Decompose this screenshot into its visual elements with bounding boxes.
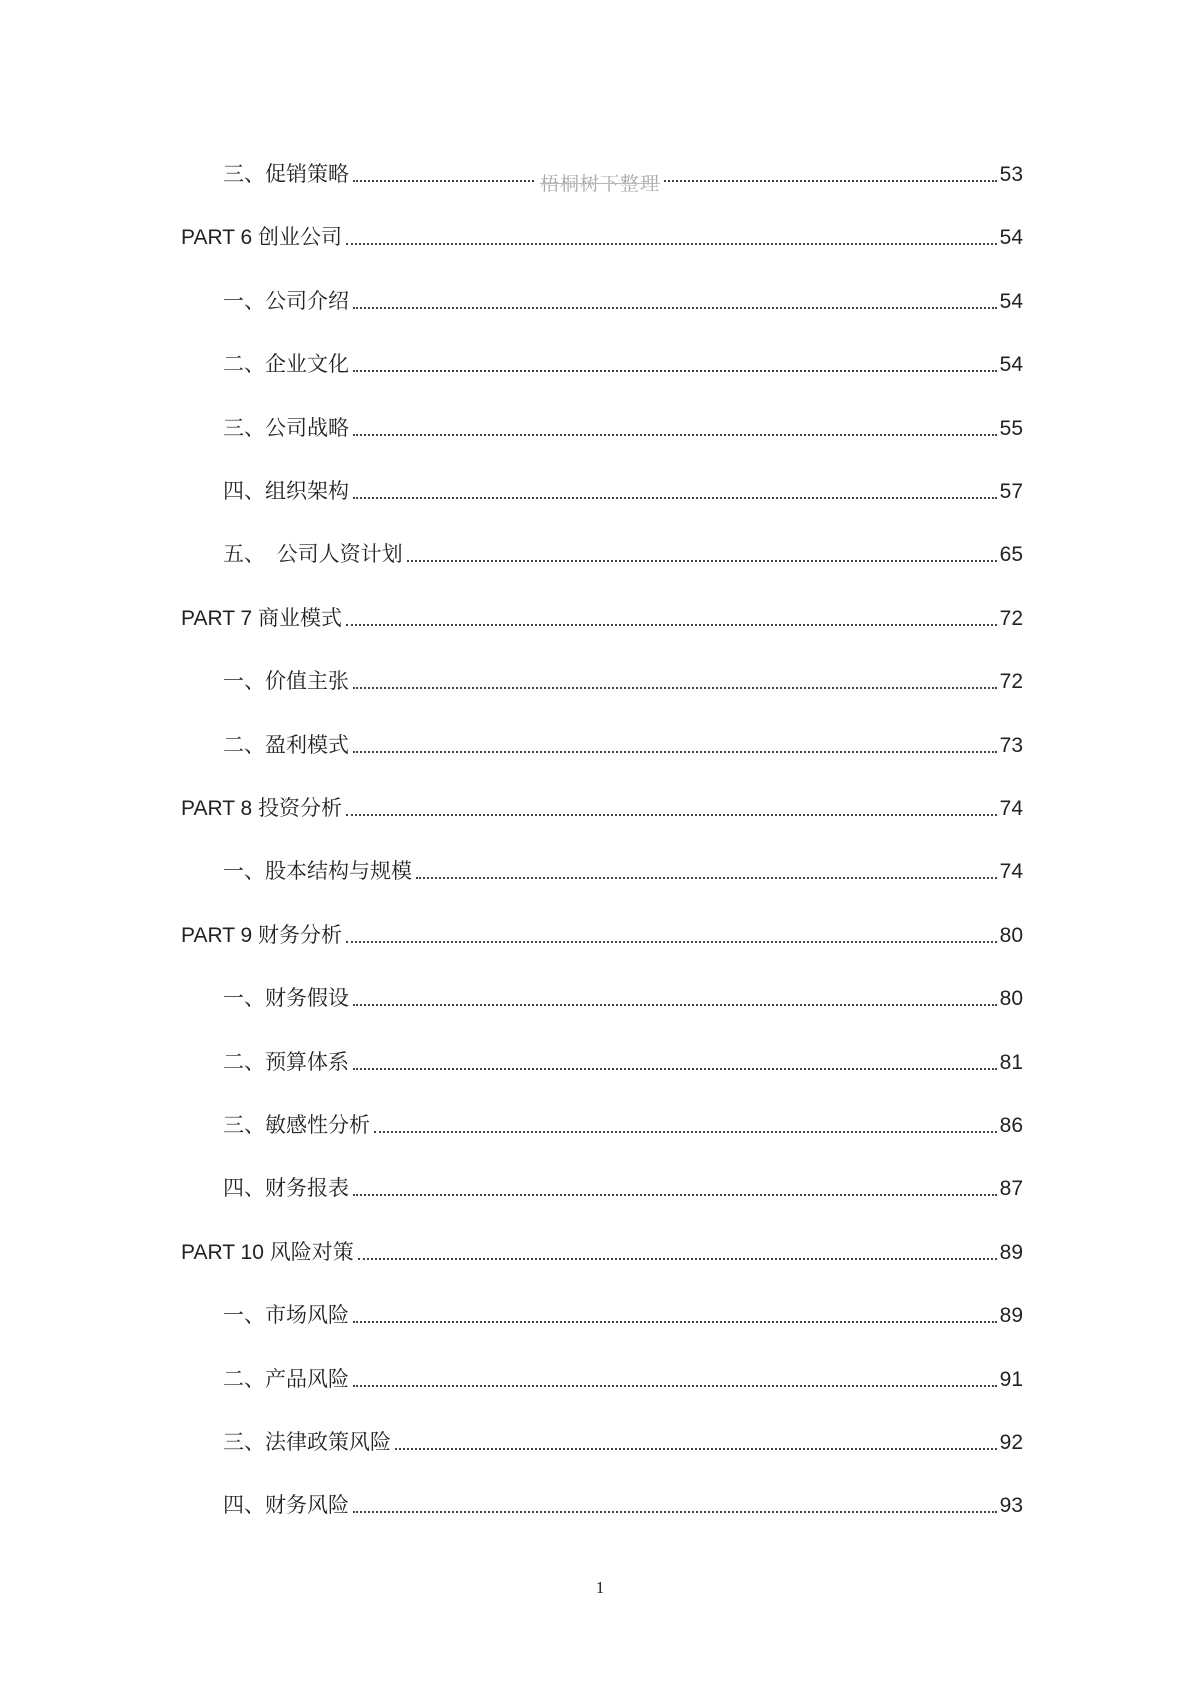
toc-entry-page-number: 53 — [999, 163, 1023, 186]
dot-leader — [346, 243, 997, 245]
toc-entry-page-number: 89 — [999, 1304, 1023, 1327]
toc-entry-label: 三、促销策略 — [223, 163, 349, 186]
toc-entry-page-number: 54 — [999, 226, 1023, 249]
toc-entry-label: 三、公司战略 — [223, 417, 349, 440]
toc-entry-label: 二、企业文化 — [223, 353, 349, 376]
toc-entry-page-number: 92 — [999, 1431, 1023, 1454]
toc-entry-page-number: 73 — [999, 734, 1023, 757]
toc-entry[interactable] — [0, 921, 1200, 951]
toc-entry-page-number: 72 — [999, 607, 1023, 630]
toc-entry-page-number: 54 — [999, 353, 1023, 376]
toc-entry[interactable] — [0, 1174, 1200, 1204]
dot-leader — [407, 560, 997, 562]
toc-entry[interactable] — [0, 1238, 1200, 1268]
toc-entry-label: PART 7 商业模式 — [181, 607, 343, 630]
dot-leader — [353, 497, 997, 499]
toc-entry[interactable] — [0, 287, 1200, 317]
toc-entry[interactable] — [0, 731, 1200, 761]
toc-entry-page-number: 74 — [999, 797, 1023, 820]
dot-leader — [353, 1511, 997, 1513]
toc-entry[interactable] — [0, 857, 1200, 887]
dot-leader — [346, 941, 997, 943]
toc-entry-page-number: 54 — [999, 290, 1023, 313]
toc-entry-page-number: 72 — [999, 670, 1023, 693]
toc-entry[interactable] — [0, 1428, 1200, 1458]
toc-entry[interactable] — [0, 1491, 1200, 1521]
dot-leader — [353, 1385, 997, 1387]
toc-entry[interactable] — [0, 794, 1200, 824]
toc-entry-page-number: 86 — [999, 1114, 1023, 1137]
toc-entry-page-number: 80 — [999, 924, 1023, 947]
toc-entry-label: 三、法律政策风险 — [223, 1431, 391, 1454]
dot-leader — [353, 1194, 997, 1196]
toc-entry[interactable] — [0, 223, 1200, 253]
toc-entry-page-number: 55 — [999, 417, 1023, 440]
toc-entry[interactable] — [0, 477, 1200, 507]
page-number: 1 — [595, 1578, 605, 1597]
toc-entry-label: 一、市场风险 — [223, 1304, 349, 1327]
toc-entry[interactable] — [0, 350, 1200, 380]
toc-entry[interactable] — [0, 604, 1200, 634]
watermark — [0, 169, 1200, 196]
toc-entry-page-number: 93 — [999, 1494, 1023, 1517]
dot-leader — [353, 434, 997, 436]
toc-entry[interactable] — [0, 1048, 1200, 1078]
toc-entry-page-number: 91 — [999, 1368, 1023, 1391]
toc-entry-label: 三、敏感性分析 — [223, 1114, 370, 1137]
toc-entry[interactable] — [0, 540, 1200, 570]
toc-entry[interactable] — [0, 1301, 1200, 1331]
toc-entry-label: 一、股本结构与规模 — [223, 860, 412, 883]
toc-entry-label: PART 6 创业公司 — [181, 226, 343, 249]
toc-entry[interactable] — [0, 667, 1200, 697]
toc-entry-label: 四、财务报表 — [223, 1177, 349, 1200]
toc-entry-label: 二、盈利模式 — [223, 734, 349, 757]
dot-leader — [416, 877, 997, 879]
toc-entry-page-number: 57 — [999, 480, 1023, 503]
toc-entry-label: PART 9 财务分析 — [181, 924, 343, 947]
dot-leader — [346, 814, 997, 816]
toc-entry-label: 一、价值主张 — [223, 670, 349, 693]
toc-entry-label: PART 10 风险对策 — [181, 1241, 354, 1264]
dot-leader — [353, 687, 997, 689]
dot-leader — [358, 1258, 997, 1260]
toc-entry-label: 五、 公司人资计划 — [223, 543, 403, 566]
toc-entry-label: 一、公司介绍 — [223, 290, 349, 313]
dot-leader — [353, 370, 997, 372]
dot-leader — [353, 1068, 997, 1070]
toc-entry[interactable] — [0, 1365, 1200, 1395]
watermark-text: 梧桐树下整理 — [536, 173, 664, 195]
toc-entry[interactable] — [0, 1111, 1200, 1141]
toc-entry[interactable] — [0, 414, 1200, 444]
toc-entry-page-number: 81 — [999, 1051, 1023, 1074]
toc-entry-label: 四、财务风险 — [223, 1494, 349, 1517]
toc-entry-page-number: 80 — [999, 987, 1023, 1010]
toc-entry-page-number: 74 — [999, 860, 1023, 883]
toc-entry-label: 一、财务假设 — [223, 987, 349, 1010]
toc-entry-label: 四、组织架构 — [223, 480, 349, 503]
toc-entry-page-number: 89 — [999, 1241, 1023, 1264]
dot-leader — [353, 751, 997, 753]
toc-entry-label: 二、产品风险 — [223, 1368, 349, 1391]
toc-entry-label: PART 8 投资分析 — [181, 797, 343, 820]
dot-leader — [353, 307, 997, 309]
dot-leader — [374, 1131, 997, 1133]
toc-entry[interactable] — [0, 984, 1200, 1014]
dot-leader — [353, 1004, 997, 1006]
toc-entry-page-number: 87 — [999, 1177, 1023, 1200]
dot-leader — [353, 1321, 997, 1323]
dot-leader — [346, 624, 997, 626]
dot-leader — [395, 1448, 997, 1450]
toc-entry-label: 二、预算体系 — [223, 1051, 349, 1074]
toc-entry-page-number: 65 — [999, 543, 1023, 566]
